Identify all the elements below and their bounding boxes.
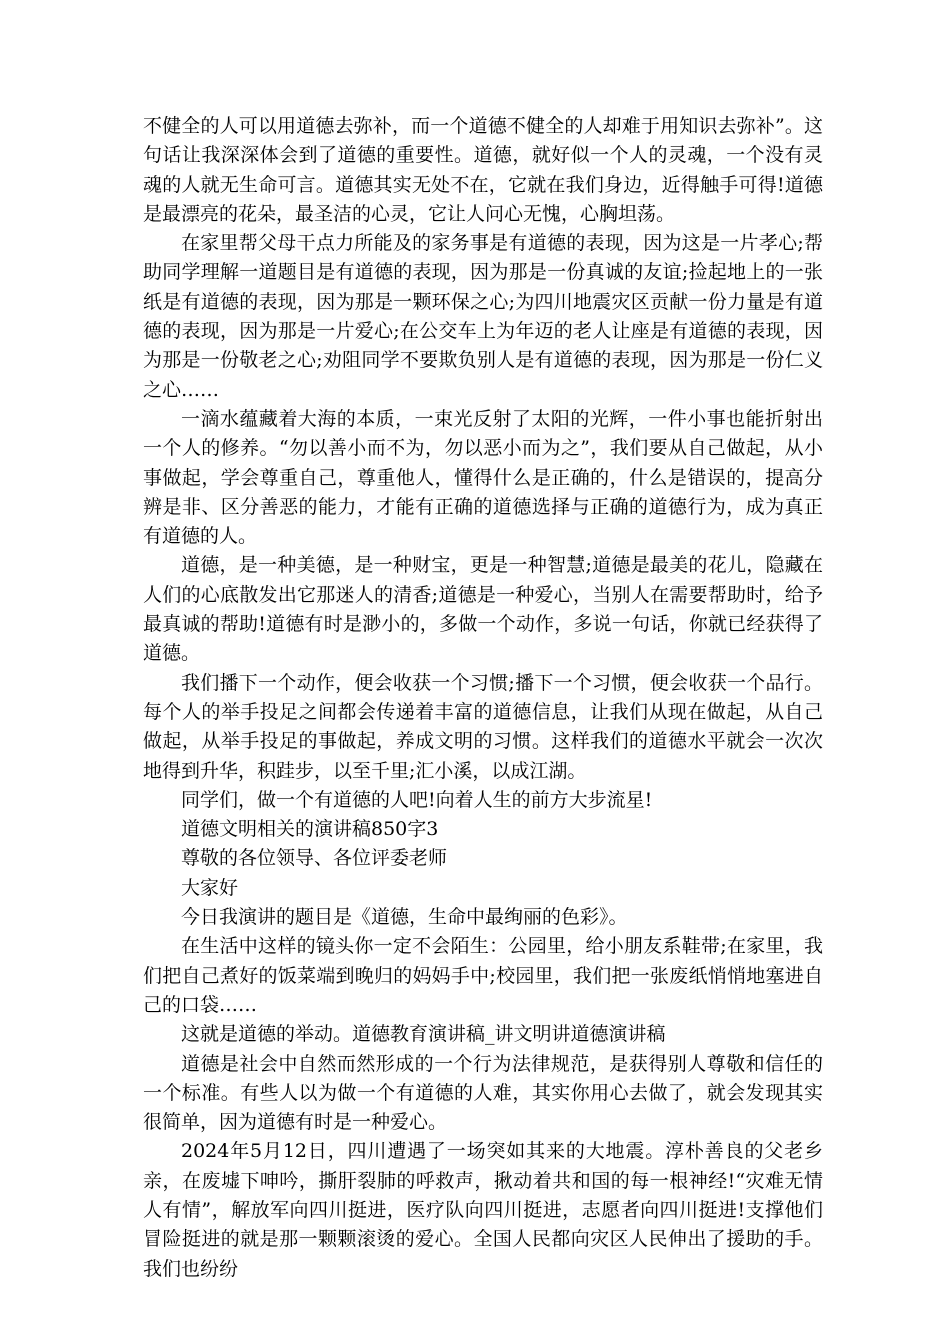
paragraph: 道德，是一种美德，是一种财宝，更是一种智慧;道德是最美的花儿，隐藏在人们的心底散发出它那迷人的清香;道德是一种爱心，当别人在需要帮助时，给予最真诚的帮助!道德有时是渺小的，多做一个动作，多说一句话，你就已经获得了道德。 — [143, 554, 823, 665]
paragraph: 一滴水蕴藏着大海的本质，一束光反射了太阳的光辉，一件小事也能折射出一个人的修养。“勿以善小而不为，勿以恶小而为之”，我们要从自己做起，从小事做起，学会尊重自己，尊重他人，懂得什么是正确的，什么是错误的，提高分辨是非、区分善恶的能力，才能有正确的道德选择与正确的道德行为，成为真正有道德的人。 — [143, 407, 823, 548]
paragraph: 今日我演讲的题目是《道德，生命中最绚丽的色彩》。 — [181, 906, 628, 929]
paragraph: 道德是社会中自然而然形成的一个行为法律规范，是获得别人尊敬和信任的一个标准。有些人以为做一个有道德的人难，其实你用心去做了，就会发现其实很简单，因为道德有时是一种爱心。 — [143, 1052, 823, 1134]
paragraph: 这就是道德的举动。道德教育演讲稿_讲文明讲道德演讲稿 — [181, 1023, 666, 1046]
paragraph: 2024年5月12日，四川遭遇了一场突如其来的大地震。淳朴善良的父老乡亲，在废墟下呻吟，撕肝裂肺的呼救声，揪动着共和国的每一根神经!“灾难无情人有情”，解放军向四川挺进，医疗队向四川挺进，志愿者向四川挺进!支撑他们冒险挺进的就是那一颗颗滚烫的爱心。全国人民都向灾区人民伸出了援助的手。我们也纷纷 — [143, 1140, 823, 1280]
paragraph: 我们播下一个动作，便会收获一个习惯;播下一个习惯，便会收获一个品行。每个人的举手投足之间都会传递着丰富的道德信息，让我们从现在做起，从自己做起，从举手投足的事做起，养成文明的习惯。这样我们的道德水平就会一次次地得到升华，积跬步，以至千里;汇小溪，以成江湖。 — [143, 671, 823, 782]
salutation: 尊敬的各位领导、各位评委老师 — [181, 847, 448, 870]
greeting: 大家好 — [181, 876, 239, 899]
paragraph: 同学们，做一个有道德的人吧!向着人生的前方大步流星! — [181, 788, 653, 811]
document-page — [143, 112, 823, 1284]
paragraph: 不健全的人可以用道德去弥补，而一个道德不健全的人却难于用知识去弥补”。这句话让我深深体会到了道德的重要性。道德，就好似一个人的灵魂，一个没有灵魂的人就无生命可言。道德其实无处不在，它就在我们身边，近得触手可得!道德是最漂亮的花朵，最圣洁的心灵，它让人问心无愧，心胸坦荡。 — [143, 115, 823, 225]
paragraph: 在家里帮父母干点力所能及的家务事是有道德的表现，因为这是一片孝心;帮助同学理解一道题目是有道德的表现，因为那是一份真诚的友谊;捡起地上的一张纸是有道德的表现，因为那是一颗环保之心;为四川地震灾区贡献一份力量是有道德的表现，因为那是一片爱心;在公交车上为年迈的老人让座是有道德的表现，因为那是一份敬老之心;劝阻同学不要欺负别人是有道德的表现，因为那是一份仁义之心…… — [143, 232, 823, 401]
paragraph: 在生活中这样的镜头你一定不会陌生：公园里，给小朋友系鞋带;在家里，我们把自己煮好的饭菜端到晚归的妈妈手中;校园里，我们把一张废纸悄悄地塞进自己的口袋…… — [143, 935, 823, 1016]
section-heading: 道德文明相关的演讲稿850字3 — [181, 818, 439, 841]
